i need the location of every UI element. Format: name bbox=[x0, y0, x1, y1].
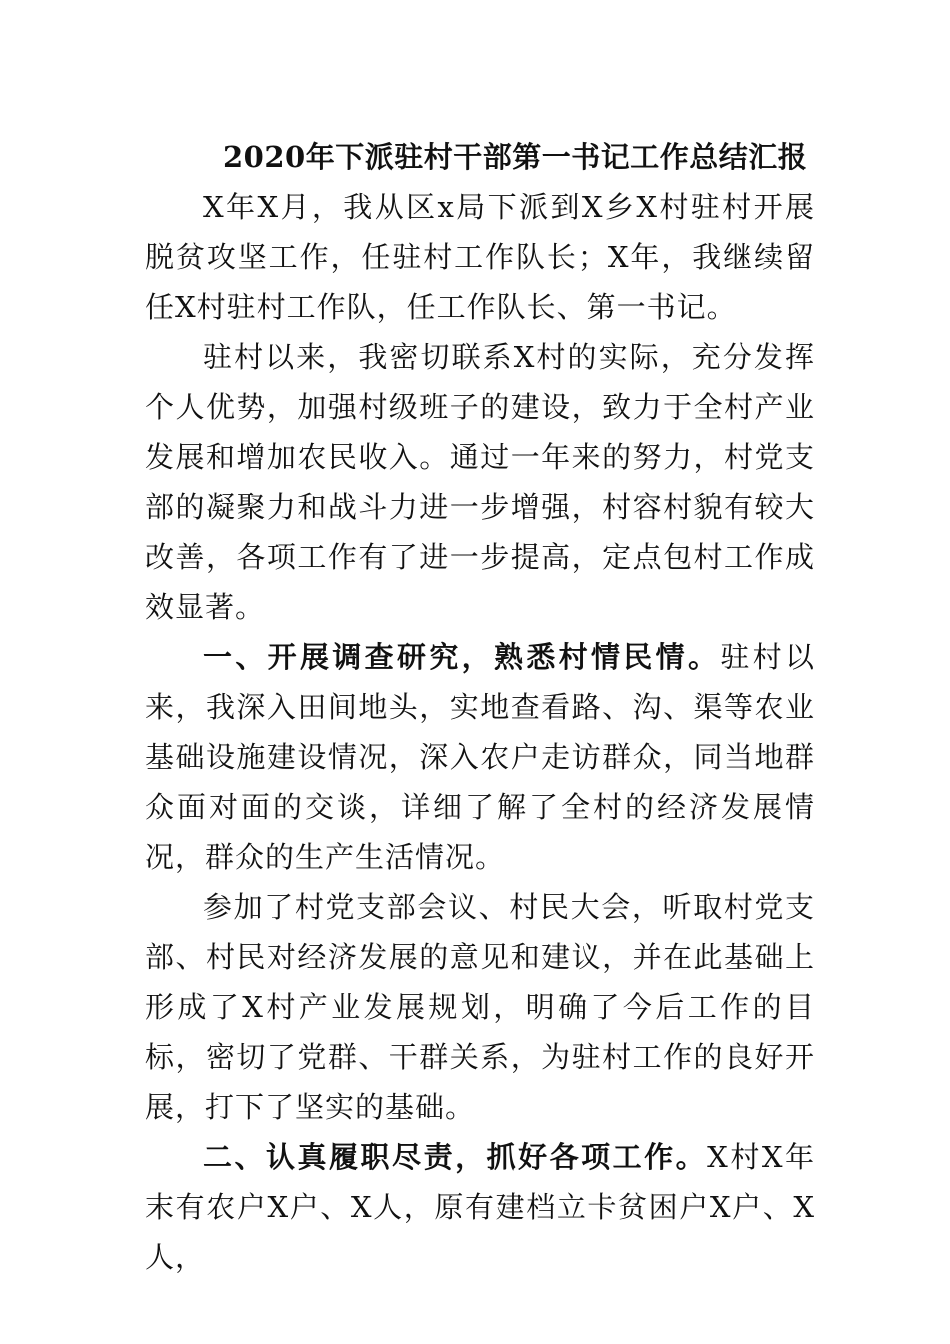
paragraph-3-text: 驻村以来，我深入田间地头，实地查看路、沟、渠等农业基础设施建设情况，深入农户走访群众，同当地群众面对面的交谈，详细了解了全村的经济发展情况，群众的生产生活情况。 bbox=[145, 640, 815, 874]
paragraph-1-text: X年X月，我从区x局下派到X乡X村驻村开展脱贫攻坚工作，任驻村工作队长；X年，我继续留任X村驻村工作队，任工作队长、第一书记。 bbox=[145, 190, 815, 324]
paragraph-1 bbox=[145, 182, 815, 332]
document-body bbox=[145, 132, 815, 1282]
document-title: 2020年下派驻村干部第一书记工作总结汇报 bbox=[223, 140, 808, 174]
paragraph-4-text: 参加了村党支部会议、村民大会，听取村党支部、村民对经济发展的意见和建议，并在此基础上形成了X村产业发展规划，明确了今后工作的目标，密切了党群、干群关系，为驻村工作的良好开展，打下了坚实的基础。 bbox=[145, 890, 815, 1124]
paragraph-2-text: 驻村以来，我密切联系X村的实际，充分发挥个人优势，加强村级班子的建设，致力于全村产业发展和增加农民收入。通过一年来的努力，村党支部的凝聚力和战斗力进一步增强，村容村貌有较大改善，各项工作有了进一步提高，定点包村工作成效显著。 bbox=[145, 340, 815, 624]
section-heading-2: 二、认真履职尽责，抓好各项工作。 bbox=[203, 1140, 708, 1174]
section-heading-1: 一、开展调查研究，熟悉村情民情。 bbox=[203, 640, 721, 674]
paragraph-5-text: X村X年末有农户X户、X人，原有建档立卡贫困户X户、X人， bbox=[145, 1140, 815, 1274]
paragraph-2 bbox=[145, 332, 815, 632]
paragraph-4 bbox=[145, 882, 815, 1132]
paragraph-3 bbox=[145, 632, 815, 882]
paragraph-5 bbox=[145, 1132, 815, 1282]
